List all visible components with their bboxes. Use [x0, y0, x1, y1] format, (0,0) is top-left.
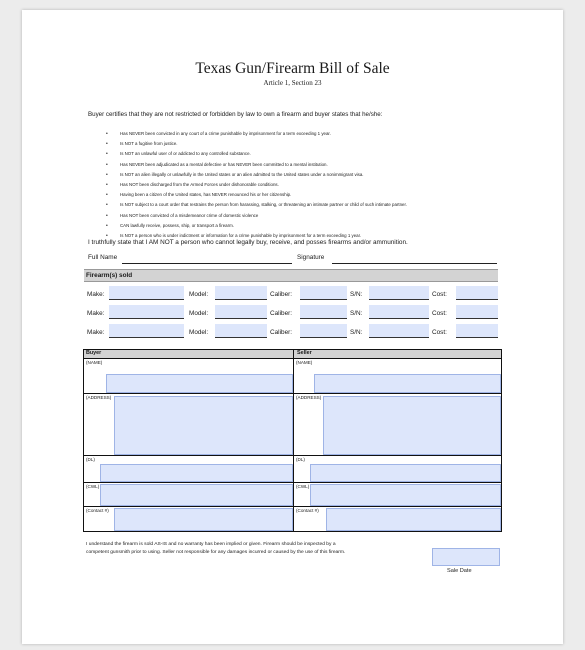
certification-item: • Has NOT been discharged from the Armed Forces under dishonorable conditions. — [106, 182, 407, 192]
make-field[interactable] — [109, 324, 184, 338]
certification-list — [106, 131, 407, 243]
seller-cwl-label: (CWL) — [296, 484, 310, 489]
document-page — [22, 10, 563, 644]
disclaimer-line: I understand the firearm is sold AS-IS and no warranty has been implied or given. Firearm should be inspected by a — [86, 542, 336, 547]
make-field[interactable] — [109, 305, 184, 319]
as-is-disclaimer — [86, 541, 345, 557]
sale-date-field[interactable] — [432, 548, 500, 566]
signature-label: Signature — [297, 254, 325, 261]
certification-item: • Is NOT an unlawful user of or addicted to any controlled substance. — [106, 151, 407, 161]
buyer-contact-label: (Contact #) — [86, 508, 109, 513]
document-title: Texas Gun/Firearm Bill of Sale — [195, 60, 390, 77]
buyer-header: Buyer — [86, 350, 102, 356]
caliber-label: Caliber: — [270, 310, 293, 317]
sn-label: S/N: — [350, 329, 363, 336]
certification-item: • Is NOT a person who is under indictment or information for a crime punishable by imprisonment for a term exceeding 1 year. — [106, 233, 407, 243]
table-rule — [293, 349, 294, 532]
table-border — [83, 531, 501, 532]
seller-dl-field[interactable] — [310, 464, 501, 482]
buyer-cwl-field[interactable] — [100, 484, 293, 506]
model-label: Model: — [189, 329, 209, 336]
table-header-bar — [83, 349, 501, 358]
buyer-address-field[interactable] — [114, 396, 293, 455]
caliber-label: Caliber: — [270, 291, 293, 298]
seller-address-label: (ADDRESS) — [296, 395, 322, 400]
full-name-label: Full Name — [88, 254, 118, 261]
model-field[interactable] — [215, 305, 267, 319]
seller-address-field[interactable] — [323, 396, 501, 455]
seller-contact-label: (Contact #) — [296, 508, 319, 513]
certification-item: • CAN lawfully receive, possess, ship, or transport a firearm. — [106, 223, 407, 233]
buyer-dl-field[interactable] — [100, 464, 293, 482]
cost-field[interactable] — [456, 286, 498, 300]
certification-item: • Has NEVER been convicted in any court of a crime punishable by imprisonment for a term exceeding 1 year. — [106, 131, 407, 141]
cost-field[interactable] — [456, 324, 498, 338]
sn-label: S/N: — [350, 310, 363, 317]
disclaimer-line: competent gunsmith prior to using. Seller not responsible for any damages incurred or caused by the use of this firearm. — [86, 550, 346, 555]
table-rule — [83, 482, 501, 483]
seller-cwl-field[interactable] — [310, 484, 501, 506]
seller-contact-field[interactable] — [326, 508, 501, 531]
buyer-name-field[interactable] — [106, 374, 293, 393]
firearms-section-bar — [84, 269, 498, 282]
make-label: Make: — [87, 291, 105, 298]
legal-statement: I truthfully state that I AM NOT a person who cannot legally buy, receive, and posses firearms and/or ammunition. — [88, 239, 408, 246]
make-field[interactable] — [109, 286, 184, 300]
table-rule — [83, 358, 501, 359]
table-rule — [83, 393, 501, 394]
table-border — [501, 349, 502, 532]
cost-label: Cost: — [432, 329, 447, 336]
caliber-field[interactable] — [300, 305, 347, 319]
certification-item: • Having been a citizen of the United states, has NEVER renounced his or her citizenship. — [106, 192, 407, 202]
table-rule — [83, 455, 501, 456]
model-label: Model: — [189, 291, 209, 298]
buyer-certification-intro: Buyer certifies that they are not restricted or forbidden by law to own a firearm and buyer states that he/she: — [88, 111, 383, 118]
sn-label: S/N: — [350, 291, 363, 298]
model-label: Model: — [189, 310, 209, 317]
certification-item: • Has NEVER been adjudicated as a mental defective or has NEVER been committed to a mental institution. — [106, 162, 407, 172]
signature-field[interactable] — [332, 255, 497, 264]
model-field[interactable] — [215, 286, 267, 300]
buyer-address-label: (ADDRESS) — [86, 395, 112, 400]
table-border — [83, 349, 84, 532]
certification-item: • Is NOT a fugitive from justice. — [106, 141, 407, 151]
document-subtitle: Article 1, Section 23 — [263, 79, 322, 87]
make-label: Make: — [87, 329, 105, 336]
certification-item: • Is NOT an alien illegally or unlawfully in the United states or an alien admitted to the United states under a nonimmigrant visa. — [106, 172, 407, 182]
full-name-field[interactable] — [122, 255, 292, 264]
buyer-dl-label: (DL) — [86, 457, 95, 462]
table-border — [83, 349, 501, 350]
caliber-field[interactable] — [300, 324, 347, 338]
caliber-field[interactable] — [300, 286, 347, 300]
table-rule — [83, 506, 501, 507]
make-label: Make: — [87, 310, 105, 317]
certification-item: • Is NOT subject to a court order that restrains the person from harassing, stalking, or threatening an intimate partner or child of such intimate partner. — [106, 202, 407, 212]
buyer-contact-field[interactable] — [114, 508, 293, 531]
cost-label: Cost: — [432, 291, 447, 298]
seller-name-field[interactable] — [314, 374, 501, 393]
firearms-section-label: Firearm(s) sold — [86, 271, 133, 279]
buyer-name-label: (NAME) — [86, 360, 103, 365]
certification-item: • Has NOT been convicted of a misdemeanor crime of domestic violence — [106, 213, 407, 223]
seller-name-label: (NAME) — [296, 360, 313, 365]
seller-header: Seller — [297, 350, 312, 356]
cost-field[interactable] — [456, 305, 498, 319]
sn-field[interactable] — [369, 305, 429, 319]
sale-date-label: Sale Date — [447, 568, 472, 574]
buyer-cwl-label: (CWL) — [86, 484, 100, 489]
sn-field[interactable] — [369, 286, 429, 300]
cost-label: Cost: — [432, 310, 447, 317]
seller-dl-label: (DL) — [296, 457, 305, 462]
model-field[interactable] — [215, 324, 267, 338]
caliber-label: Caliber: — [270, 329, 293, 336]
sn-field[interactable] — [369, 324, 429, 338]
